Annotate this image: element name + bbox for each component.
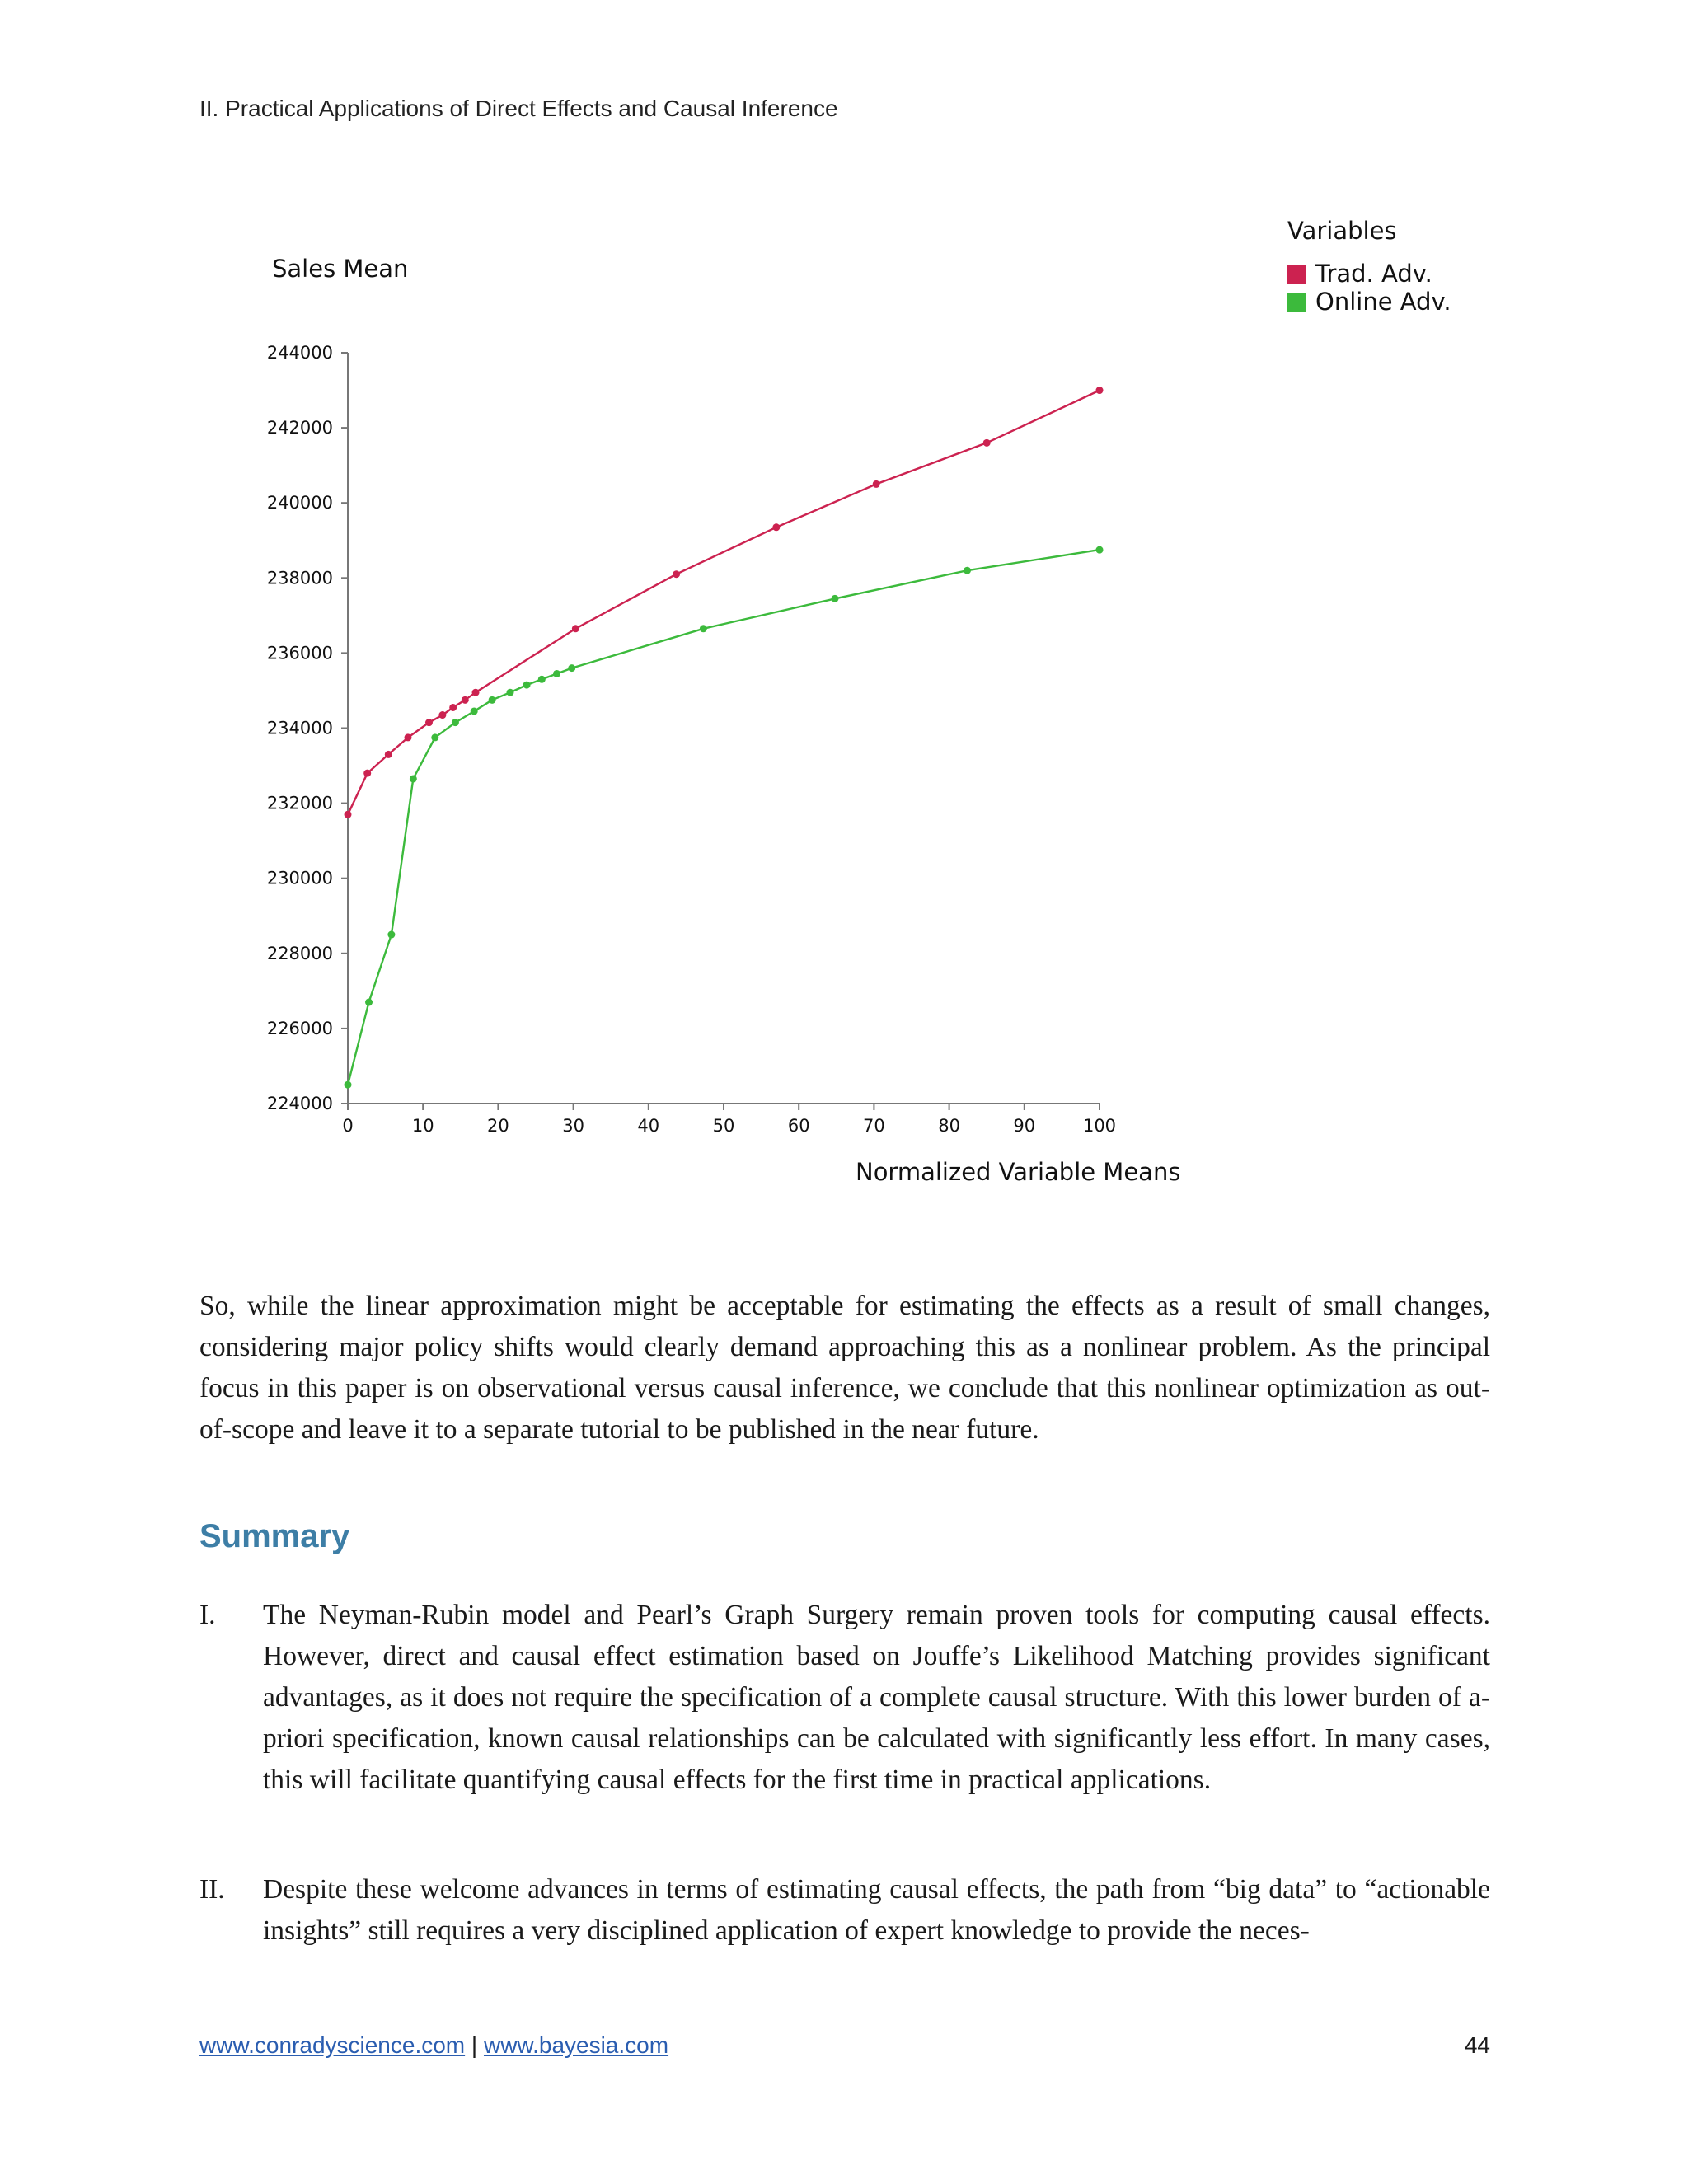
y-tick-label: 226000 xyxy=(266,1018,333,1038)
y-tick-label: 230000 xyxy=(266,868,333,888)
page-number: 44 xyxy=(1464,2032,1490,2058)
data-point-trad-adv xyxy=(449,704,457,711)
data-point-trad-adv xyxy=(385,751,392,758)
chart-series xyxy=(345,387,1104,1089)
data-point-online-adv xyxy=(538,676,546,683)
data-point-online-adv xyxy=(471,708,478,715)
y-tick-label: 240000 xyxy=(266,493,333,513)
summary-item-text: Despite these welcome advances in terms of estimating causal effects, the path from “big data” to “actionable insights” still requires a very disciplined application of expert knowledge to provide the neces- xyxy=(263,1874,1490,1946)
data-point-online-adv xyxy=(452,719,459,726)
legend-title: Variables xyxy=(1287,217,1397,245)
legend-swatch-trad-adv xyxy=(1287,265,1306,284)
data-point-online-adv xyxy=(700,625,707,632)
data-point-online-adv xyxy=(523,682,531,689)
x-tick-label: 50 xyxy=(712,1116,735,1136)
data-point-trad-adv xyxy=(873,480,880,488)
y-tick-label: 232000 xyxy=(266,793,333,813)
data-point-trad-adv xyxy=(572,625,579,632)
footer xyxy=(199,2032,668,2059)
data-point-online-adv xyxy=(345,1081,352,1089)
summary-heading: Summary xyxy=(199,1518,350,1554)
data-point-online-adv xyxy=(964,567,971,574)
data-point-online-adv xyxy=(1096,546,1104,554)
summary-item-text: The Neyman-Rubin model and Pearl’s Graph Surgery remain proven tools for computing causal effects. However, direct and causal effect estimation based on Jouffe’s Likelihood Matching provides significant advantages, as it does not require the specification of a complete causal structure. With this lower burden of a-priori specification, known causal relationships can be calculated with significantly less effort. In many cases, this will facilitate quantifying causal effects for the first time in practical applications. xyxy=(263,1600,1490,1795)
data-point-trad-adv xyxy=(404,733,411,741)
x-tick-label: 60 xyxy=(787,1116,810,1136)
x-tick-label: 10 xyxy=(411,1116,434,1136)
data-point-online-adv xyxy=(568,664,575,672)
y-tick-label: 234000 xyxy=(266,718,333,738)
data-point-online-adv xyxy=(506,689,513,696)
data-point-trad-adv xyxy=(363,770,371,777)
data-point-online-adv xyxy=(387,931,395,939)
y-tick-label: 244000 xyxy=(266,343,333,363)
footer-separator: | xyxy=(471,2032,478,2058)
y-tick-label: 236000 xyxy=(266,643,333,663)
data-point-trad-adv xyxy=(438,711,446,719)
x-tick-label: 90 xyxy=(1013,1116,1036,1136)
data-point-trad-adv xyxy=(462,696,469,704)
data-point-online-adv xyxy=(489,696,496,704)
legend-label-trad-adv: Trad. Adv. xyxy=(1315,260,1432,288)
x-tick-label: 20 xyxy=(487,1116,509,1136)
legend-swatch-online-adv xyxy=(1287,293,1306,312)
data-point-online-adv xyxy=(553,670,560,677)
y-axis-label: Sales Mean xyxy=(272,255,409,283)
x-tick-label: 40 xyxy=(637,1116,660,1136)
footer-link-bayesia[interactable]: www.bayesia.com xyxy=(483,2032,669,2058)
data-point-trad-adv xyxy=(425,719,433,726)
summary-item-numeral: I. xyxy=(199,1600,216,1630)
y-tick-label: 224000 xyxy=(266,1094,333,1113)
series-line-online-adv xyxy=(348,550,1100,1085)
legend-label-online-adv: Online Adv. xyxy=(1315,288,1451,316)
data-point-trad-adv xyxy=(345,811,352,818)
x-tick-label: 70 xyxy=(863,1116,885,1136)
data-point-trad-adv xyxy=(772,523,780,531)
summary-item-numeral: II. xyxy=(199,1874,225,1905)
chart-axes xyxy=(267,343,1116,1136)
data-point-trad-adv xyxy=(983,439,991,447)
x-tick-label: 100 xyxy=(1082,1116,1117,1136)
data-point-trad-adv xyxy=(1096,387,1104,394)
x-tick-label: 80 xyxy=(938,1116,960,1136)
data-point-online-adv xyxy=(410,775,417,782)
y-tick-label: 242000 xyxy=(266,418,333,438)
data-point-trad-adv xyxy=(673,570,680,578)
y-tick-label: 228000 xyxy=(266,943,333,963)
x-tick-label: 0 xyxy=(342,1116,354,1136)
data-point-trad-adv xyxy=(472,689,480,696)
x-tick-label: 30 xyxy=(562,1116,584,1136)
series-line-trad-adv xyxy=(348,391,1100,815)
data-point-online-adv xyxy=(365,999,373,1006)
body-paragraph: So, while the linear approximation might be acceptable for estimating the effects as a result of small changes, considering major policy shifts would clearly demand approaching this as a nonlinear problem. As the principal focus in this paper is on observational versus causal inference, we conclude that this nonlinear optimization as out-of-scope and leave it to a separate tutorial to be published in the near future. xyxy=(199,1291,1490,1445)
y-tick-label: 238000 xyxy=(266,568,333,588)
data-point-online-adv xyxy=(831,595,838,602)
data-point-online-adv xyxy=(431,733,438,741)
footer-link-conradyscience[interactable]: www.conradyscience.com xyxy=(199,2032,466,2058)
running-head: II. Practical Applications of Direct Effects and Causal Inference xyxy=(199,96,838,121)
x-axis-label: Normalized Variable Means xyxy=(856,1158,1181,1186)
